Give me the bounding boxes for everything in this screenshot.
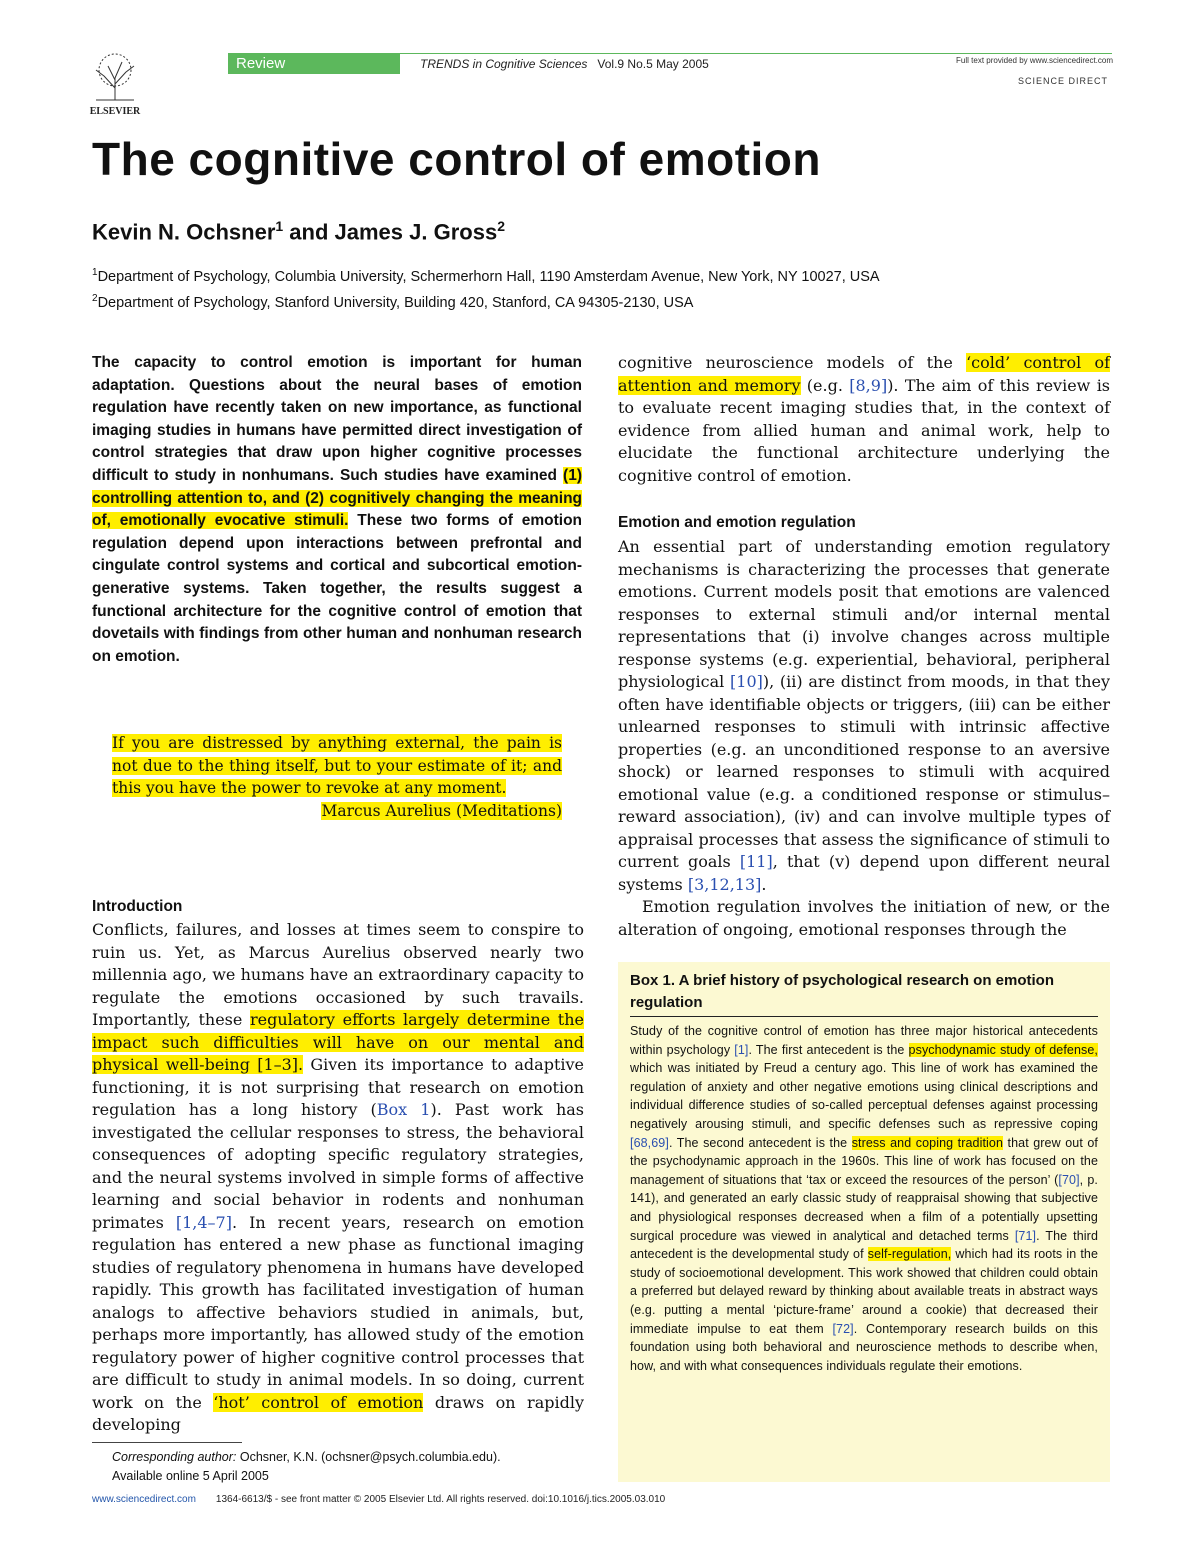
introduction-body	[92, 919, 584, 1437]
emotion-paragraph-1	[618, 536, 1110, 896]
box-text-5: that grew out of the psychodynamic approach in the 1960s. This line of work has focused on the management of situations that ‘tax or exceed the resources of the person’ (	[630, 1135, 1098, 1187]
abstract-highlight: (1) controlling attention to, and (2) cognitively changing the meaning of, emotionally evocative stimuli.	[92, 466, 582, 530]
box-1	[618, 962, 1110, 1482]
footnote-rule	[92, 1442, 242, 1443]
right-text-1: cognitive neuroscience models of the	[618, 353, 967, 372]
journal-info	[420, 57, 709, 71]
citation-link[interactable]: [10]	[730, 672, 763, 691]
citation-link[interactable]: [3,12,13]	[687, 874, 762, 894]
affiliation-1: $^1$Department of Psychology, Columbia University, Schermerhorn Hall, 1190 Amsterdam Avenue, New York, NY 10027, USA	[92, 267, 880, 285]
citation-link[interactable]: [71]	[1014, 1228, 1037, 1243]
section-label: Review	[228, 54, 400, 74]
box-highlight-1: psychodynamic study of defense,	[908, 1042, 1098, 1057]
right-text-2: (e.g.	[800, 375, 850, 395]
section-heading-introduction: Introduction	[92, 898, 183, 915]
journal-name: TRENDS in Cognitive Sciences	[420, 57, 588, 71]
citation-link[interactable]: [8,9]	[849, 375, 888, 395]
affiliations	[92, 262, 880, 314]
intro-text-3: ). Past work has investigated the cellular responses to stress, the behavioral consequences of adopting specific regulatory strategies, and the neural systems involved in simple forms of affective learning and social behavior in rodents and nonhuman primates	[92, 1100, 584, 1232]
affiliation-2-text: Department of Psychology, Stanford University, Building 420, Stanford, CA 94305-2130, USA	[97, 294, 694, 311]
abstract-text-1: The capacity to control emotion is important for human adaptation. Questions about the neural bases of emotion regulation have recently taken on new importance, as functional imaging studies in humans have permitted direct investigation of control strategies that draw upon higher cognitive processes difficult to study in nonhumans. Such studies have examined	[92, 354, 582, 484]
citation-link[interactable]: [72]	[832, 1321, 854, 1336]
page-footer	[92, 1494, 665, 1505]
footnote-label: Corresponding author:	[112, 1450, 237, 1464]
box-text-2: . The first antecedent is the	[748, 1042, 909, 1057]
right-text-3: ). The aim of this review is to evaluate recent imaging studies that, in the context of evidence from allied human and animal work, help to elucidate the functional architecture underlying the cognitive control of emotion.	[618, 375, 1111, 485]
box-text-1: Study of the cognitive control of emotion has three major historical antecedents within psychology	[630, 1024, 1098, 1057]
citation-link[interactable]: [70]	[1058, 1172, 1080, 1187]
box-rule	[630, 1016, 1098, 1017]
box-1-link[interactable]: Box 1	[376, 1100, 431, 1119]
available-online: Available online 5 April 2005	[112, 1469, 269, 1483]
elsevier-logo	[86, 48, 144, 118]
svg-text:ELSEVIER: ELSEVIER	[89, 106, 141, 117]
authors: Kevin N. Ochsner$^1$ and James J. Gross$^2$	[92, 218, 505, 245]
box-text-3: which was initiated by Freud a century ago. This line of work has examined the regulation of anxiety and other negative emotions using clinical descriptions and individual difference studies of so-called perceptual defenses against processing negatively arousing stimuli, and specific defenses such as repressive coping	[630, 1061, 1098, 1131]
footer-copyright: 1364-6613/$ - see front matter © 2005 Elsevier Ltd. All rights reserved. doi:10.1016/j.tics.2005.03.010	[215, 1494, 666, 1505]
affiliation-1-text: Department of Psychology, Columbia University, Schermerhorn Hall, 1190 Amsterdam Avenue, New York, NY 10027, USA	[97, 268, 880, 285]
footnote	[112, 1448, 501, 1486]
article-title: The cognitive control of emotion	[92, 133, 821, 185]
intro-highlight-1: regulatory efforts largely determine the impact such difficulties will have on our mental and physical well-being [1–3].	[92, 1010, 584, 1074]
emotion-text-2: ), (ii) are distinct from moods, in that they often have identifiable objects or triggers, (iii) can be either unlearned responses to stimuli with intrinsic affective properties (e.g. an unconditioned response to an aversive shock) or learned responses to stimuli with acquired emotional value (e.g. a conditioned response or stimulus–reward association), (iv) and can involve multiple types of appraisal processes that assess the significance of stimuli to current goals	[618, 672, 1111, 871]
box-text-9: . Contemporary research builds on this foundation using both behavioral and neuroscience methods to describe when, how, and with what consequences individuals regulate their emotions.	[630, 1321, 1098, 1373]
box-text-7: . The third antecedent is the developmental study of	[630, 1228, 1098, 1262]
emotion-text-3: , that (v) depend upon different neural systems	[618, 852, 1110, 894]
intro-text-5: draws on rapidly developing	[92, 1392, 585, 1434]
intro-text-4: . In recent years, research on emotion regulation has entered a new phase as functional imaging studies of regulatory phenomena in humans have developed rapidly. This growth has facilitated investigation of human analogs to affective behaviors studied in animals, but, perhaps more importantly, has allowed study of the emotion regulatory power of higher cognitive control processes that are difficult to study in animal models. In so doing, current work on the	[92, 1212, 584, 1412]
footer-url-link[interactable]: www.sciencedirect.com	[92, 1494, 196, 1505]
abstract	[92, 352, 582, 668]
emotion-paragraph-2: Emotion regulation involves the initiation of new, or the alteration of ongoing, emotional responses through the	[618, 897, 1110, 939]
footnote-text: Ochsner, K.N. (ochsner@psych.columbia.edu).	[236, 1450, 501, 1464]
epigraph	[112, 732, 562, 822]
citation-link[interactable]: [11]	[739, 852, 773, 871]
epigraph-attribution-line	[112, 800, 562, 823]
corresponding-author	[112, 1448, 501, 1467]
sciencedirect-line[interactable]: Full text provided by www.sciencedirect.com	[956, 56, 1113, 65]
affiliation-2: $^2$Department of Psychology, Stanford University, Building 420, Stanford, CA 94305-2130, USA	[92, 292, 694, 311]
box-title: Box 1. A brief history of psychological research on emotion regulation	[630, 972, 1054, 1011]
epigraph-attribution: Marcus Aurelius (Meditations)	[321, 801, 562, 820]
section-heading-emotion: Emotion and emotion regulation	[618, 514, 856, 531]
right-column-intro-continued	[618, 352, 1110, 487]
emotion-text-4: .	[761, 874, 767, 894]
abstract-text-2: These two forms of emotion regulation depend upon interactions between prefrontal and cingulate control systems and cortical and subcortical emotion-generative systems. Taken together, the results suggest a functional architecture for the cognitive control of emotion that dovetails with findings from other human and nonhuman research on emotion.	[92, 512, 583, 665]
citation-link[interactable]: [1,4–7]	[175, 1212, 232, 1232]
epigraph-text: If you are distressed by anything external, the pain is not due to the thing itself, but to your estimate of it; and this you have the power to revoke at any moment.	[112, 734, 562, 797]
intro-highlight-2: ‘hot’ control of emotion	[213, 1392, 424, 1412]
author-2: and James J. Gross	[283, 219, 498, 245]
emotion-body	[618, 536, 1110, 941]
box-text-6: , p. 141), and generated an early classic study of reappraisal showing that subjective and physiological responses decreased when a film of a potentially upsetting surgical procedure was viewed in analytical and detached terms	[630, 1172, 1098, 1243]
sciencedirect-logo	[948, 76, 1108, 86]
journal-issue: Vol.9 No.5 May 2005	[597, 57, 709, 71]
box-highlight-2: stress and coping tradition	[851, 1135, 1004, 1150]
box-body	[630, 1022, 1098, 1375]
citation-link[interactable]: [1]	[734, 1042, 749, 1057]
emotion-text-1: An essential part of understanding emotion regulatory mechanisms is characterizing the processes that generate emotions. Current models posit that emotions are valenced responses to external stimuli and/or internal mental representations that (i) involve changes across multiple response systems (e.g. experiential, behavioral, peripheral physiological	[618, 537, 1110, 691]
box-text-4: . The second antecedent is the	[668, 1135, 852, 1150]
author-1: Kevin N. Ochsner	[92, 219, 276, 245]
box-text-8: which had its roots in the study of socioemotional development. This work showed that children could obtain a preferred but delayed reward by thinking about available treats in abstract ways (e.g. putting a mental ‘picture-frame’ around a cookie) that decreased their immediate impulse to eat them	[630, 1247, 1098, 1336]
sciencedirect-logo-text: SCIENCE DIRECT	[1017, 76, 1108, 86]
intro-text-1: Conflicts, failures, and losses at times seem to conspire to ruin us. Yet, as Marcus Aurelius observed nearly two millennia ago, we humans have an extraordinary capacity to regulate the emotions occasioned by such travails. Importantly, these	[92, 920, 584, 1029]
citation-link[interactable]: [68,69]	[630, 1135, 669, 1150]
right-highlight: ‘cold’ control of attention and memory	[618, 353, 1111, 395]
box-highlight-3: self-regulation,	[867, 1247, 952, 1262]
intro-text-2: Given its importance to adaptive functioning, it is not surprising that research on emotion regulation has a long history (	[92, 1055, 584, 1119]
